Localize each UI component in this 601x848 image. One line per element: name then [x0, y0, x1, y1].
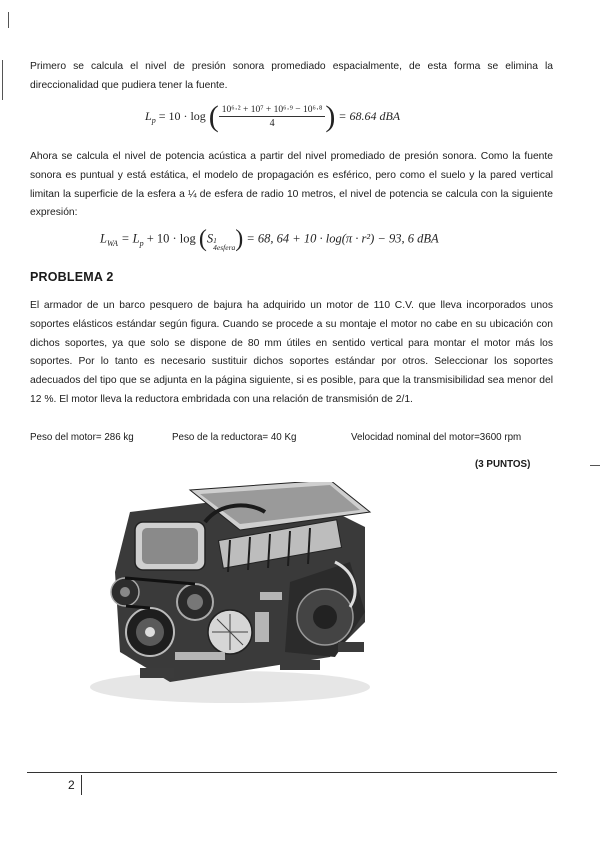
equation-pressure-level: $L_p = 10 \cdot \log$ ( $\frac{\text{10⁶·² + 10⁷ + 10⁶·⁹ − 10⁶·⁸}}{4}$ ) = 68.64 dBA — [145, 100, 401, 133]
eq2-lhs: L — [100, 231, 107, 246]
eq2-s-sub3: esfera — [216, 243, 236, 253]
footer-rule — [27, 772, 557, 773]
engine-image — [80, 482, 380, 708]
eq2-rhs: = 68, 64 + 10 · log(π · r²) − 93, 6 dBA — [243, 231, 439, 246]
page-number: 2 — [68, 778, 75, 792]
scan-margin-mark — [8, 12, 9, 28]
equation-power-level: $L_{WA} = L_p + 10 \cdot \log (S$ 1 4esfera) = 68, 64 + 10 · log(π · r²) − 93, 6 dBA — [100, 226, 439, 253]
eq2-op: + 10 · log — [143, 231, 196, 246]
eq2-mid: = L — [117, 231, 140, 246]
problem-heading: PROBLEMA 2 — [30, 270, 114, 284]
scan-margin-mark — [590, 465, 600, 466]
problem-statement: El armador de un barco pesquero de bajura ha adquirido un motor de 110 C.V. que lleva incorporados unos soportes elásticos estándar según figura. Cuando se procede a su montaje el motor no cabe en su ubicación con dichos soportes, ya que solo se dispone de 80 mm útiles en sentido vertical para montar el motor más los soportes. Por lo tanto es necesario sustituir dichos soportes estándar por otros. Seleccionar los soportes adecuados del tipo que se adjunta en la página siguiente, si es posible, para que la transmisibilidad sea menor del 12 %. El motor lleva la reductora embridada con una relación de transmisión de 2/1. — [30, 300, 553, 405]
eq1-numerator: 10⁶·² + 10⁷ + 10⁶·⁹ − 10⁶·⁸ — [219, 105, 326, 117]
page-number-divider — [81, 775, 82, 795]
spec-motor-weight: Peso del motor= 286 kg — [30, 432, 134, 443]
eq1-denominator: 4 — [269, 118, 275, 129]
intro-paragraph: Primero se calcula el nivel de presión sonora promediado espacialmente, de esta forma se elimina la direccionalidad que pudiera tener la fuente. — [30, 61, 553, 91]
eq2-lhs-sub: WA — [106, 238, 118, 248]
power-level-paragraph: Ahora se calcula el nivel de potencia acústica a partir del nivel promediado de presión sonora. Como la fuente sonora es puntual y está estática, el modelo de propagación es esférico, pero como el suelo y la pared vertical limitan la superficie de la esfera a ¼ de esfera de radio 10 metros, el nivel de potencia se calcula con la siguiente expresión: — [30, 151, 553, 219]
eq1-lhs: L — [145, 108, 152, 123]
eq1-result: = 68.64 dBA — [335, 108, 401, 123]
eq2-s: S — [206, 231, 214, 246]
eq2-s-sub: 1 — [213, 236, 217, 246]
eq2-s-sub2: 4 — [213, 243, 217, 253]
points-label: (3 PUNTOS) — [475, 459, 531, 470]
scan-margin-mark — [2, 60, 3, 100]
spec-reducer-weight: Peso de la reductora= 40 Kg — [172, 432, 297, 443]
eq1-fraction — [219, 105, 326, 129]
spec-nominal-speed: Velocidad nominal del motor=3600 rpm — [351, 432, 522, 443]
eq2-mid-sub: p — [139, 238, 144, 248]
eq1-op: = 10 · log — [155, 108, 206, 123]
eq1-lhs-sub: p — [151, 116, 156, 126]
